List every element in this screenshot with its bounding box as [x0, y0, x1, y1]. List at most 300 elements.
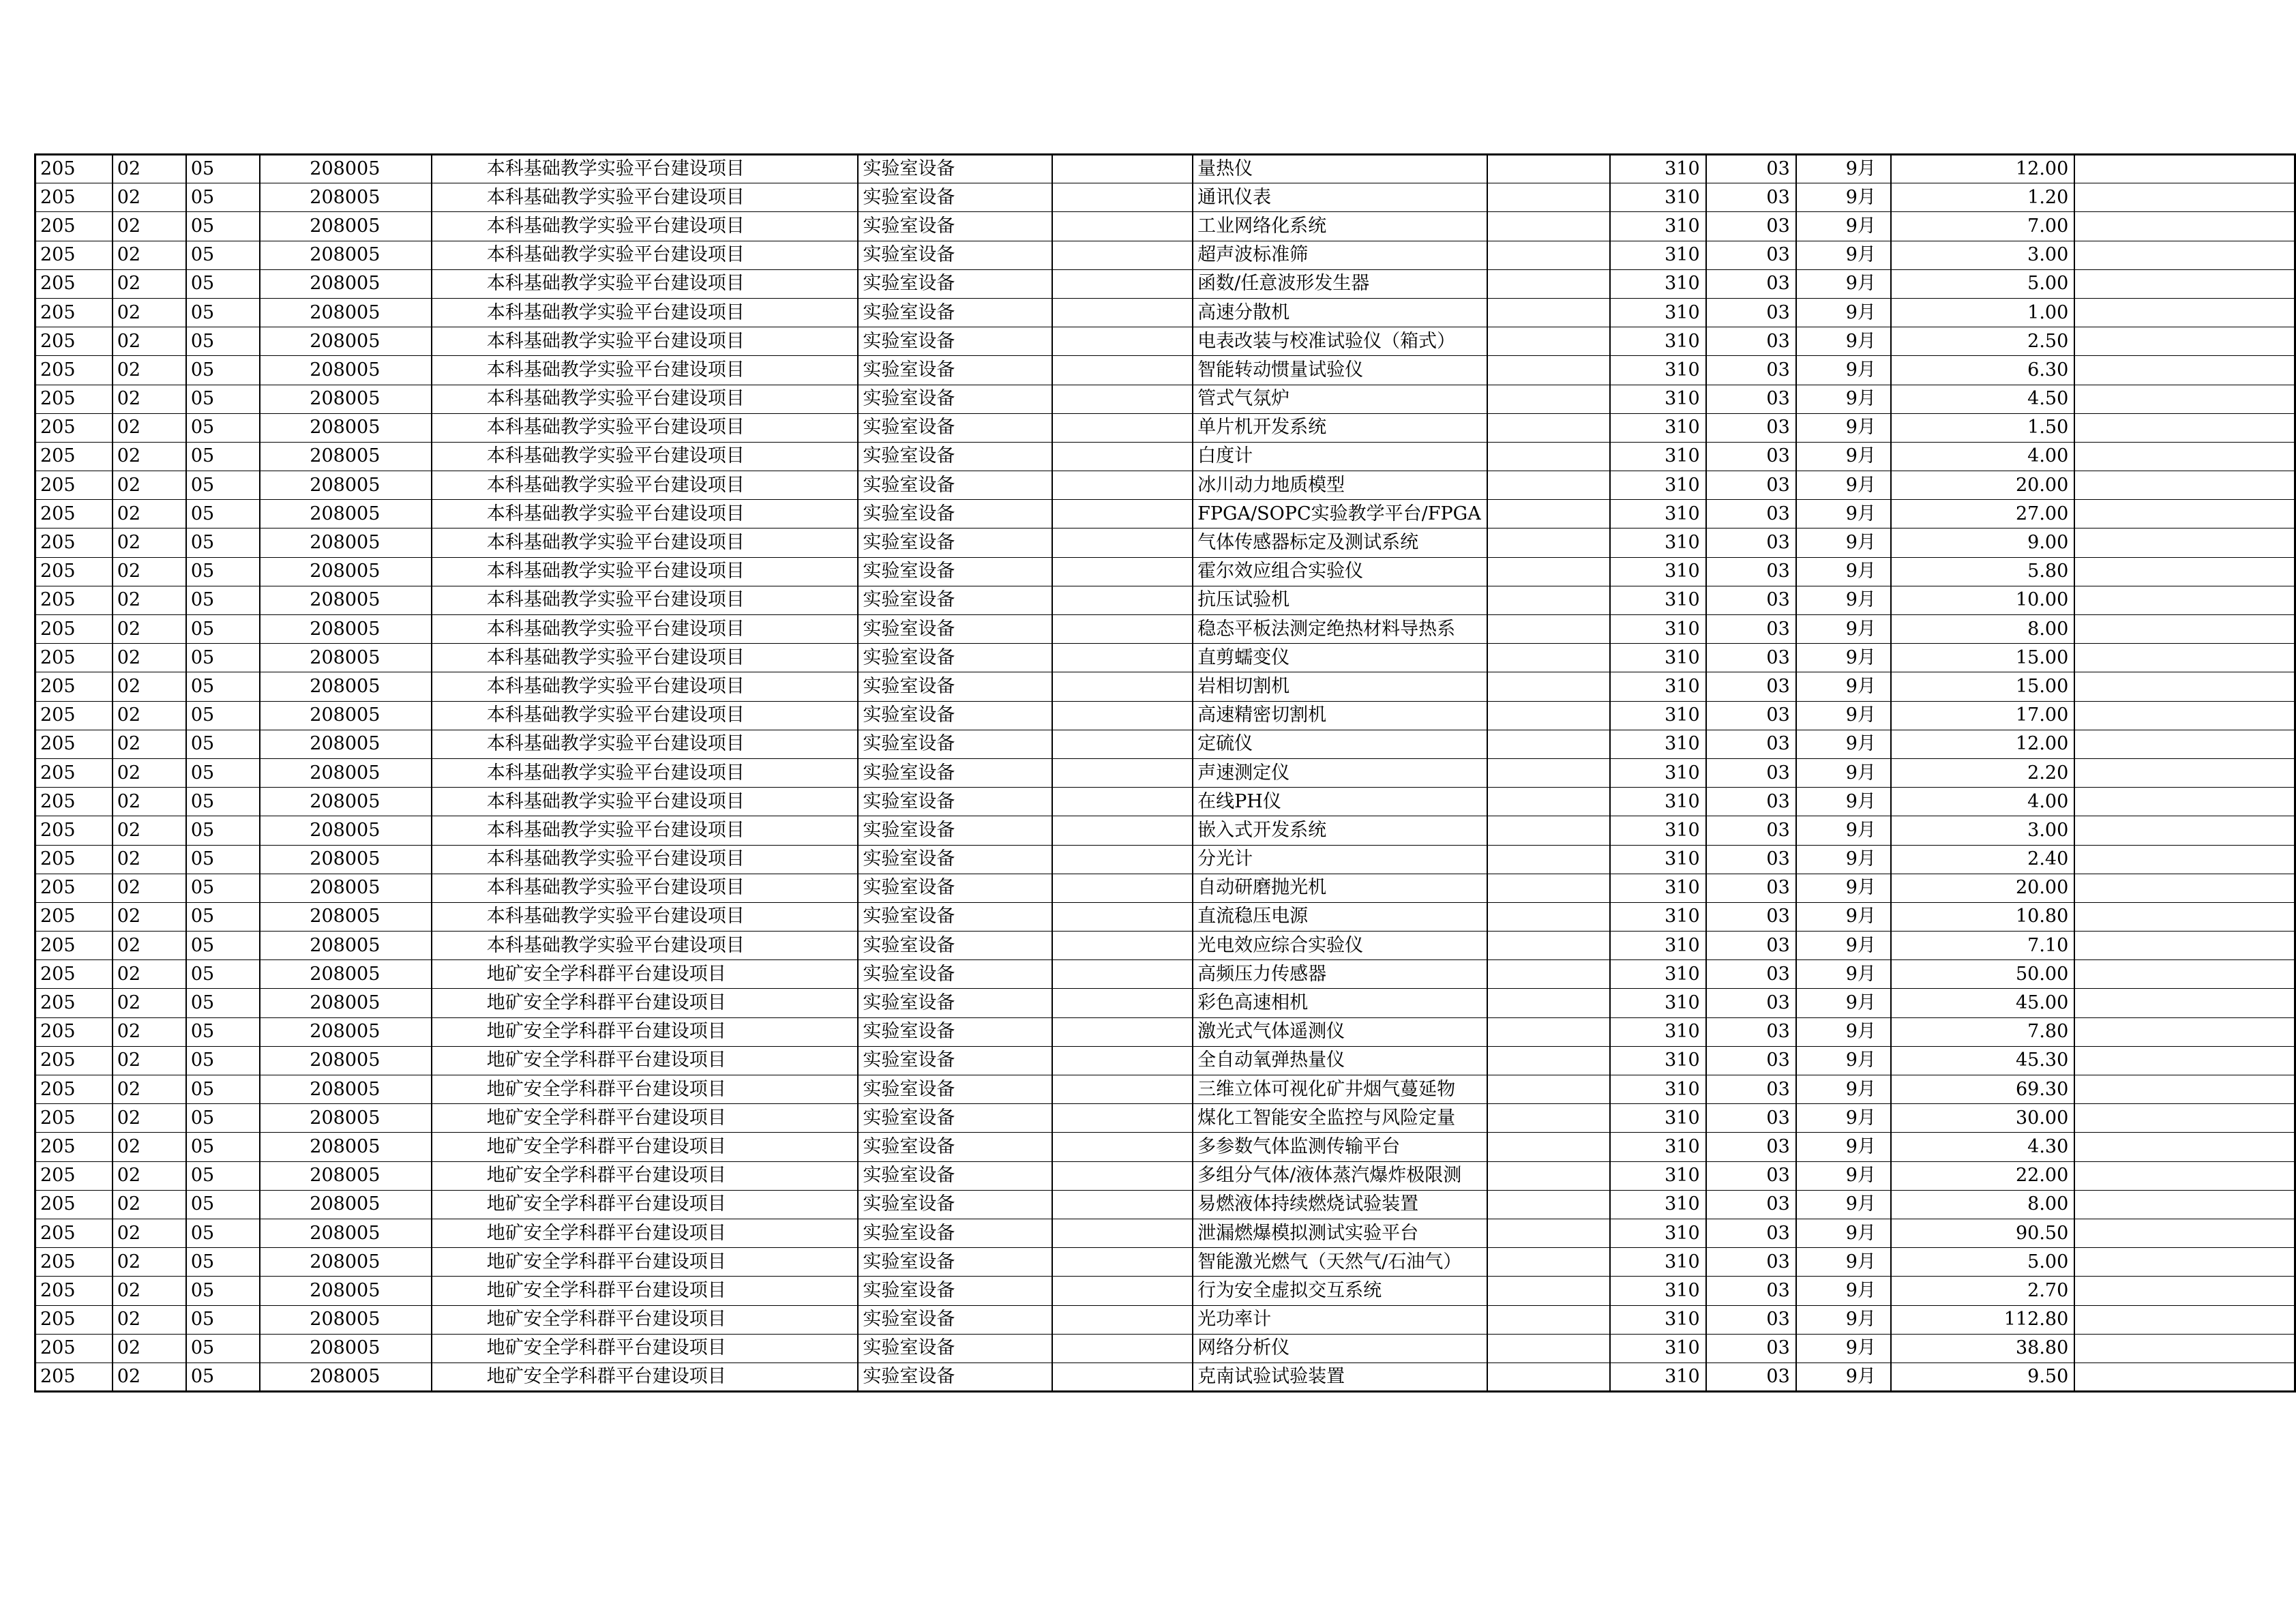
col-econ-subcode: 03 [1706, 1190, 1796, 1219]
col-equipment-name: 超声波标准筛 [1193, 241, 1487, 269]
col-subitem-code: 05 [186, 413, 260, 442]
col-category-code: 205 [35, 183, 113, 212]
col-subitem-code: 05 [186, 269, 260, 298]
col-subitem-code: 05 [186, 1046, 260, 1075]
col-equipment-name: 稳态平板法测定绝热材料导热系 [1193, 615, 1487, 644]
col-subitem-code: 05 [186, 298, 260, 327]
col-function-code: 208005 [260, 932, 432, 960]
col-function-code: 208005 [260, 327, 432, 356]
col-econ-subcode: 03 [1706, 442, 1796, 471]
col-project-name: 本科基础教学实验平台建设项目 [432, 298, 859, 327]
col-subitem-code: 05 [186, 1190, 260, 1219]
col-econ-subcode: 03 [1706, 1161, 1796, 1190]
col-blank-2 [1487, 1363, 1610, 1391]
col-blank-3 [2074, 500, 2295, 528]
col-blank-1 [1052, 1305, 1193, 1334]
col-month: 9月 [1796, 356, 1891, 385]
col-category-code: 205 [35, 816, 113, 845]
col-project-name: 本科基础教学实验平台建设项目 [432, 500, 859, 528]
col-function-code: 208005 [260, 1190, 432, 1219]
col-month: 9月 [1796, 212, 1891, 241]
col-amount: 10.00 [1891, 586, 2075, 614]
col-blank-1 [1052, 932, 1193, 960]
col-blank-1 [1052, 1161, 1193, 1190]
col-econ-subcode: 03 [1706, 241, 1796, 269]
col-project-name: 地矿安全学科群平台建设项目 [432, 1248, 859, 1277]
col-blank-1 [1052, 557, 1193, 586]
col-month: 9月 [1796, 586, 1891, 614]
col-subitem-code: 05 [186, 471, 260, 500]
col-blank-2 [1487, 644, 1610, 672]
col-econ-code: 310 [1610, 241, 1706, 269]
col-item-code: 02 [113, 1046, 186, 1075]
col-category-code: 205 [35, 1305, 113, 1334]
col-item-code: 02 [113, 241, 186, 269]
col-project-name: 本科基础教学实验平台建设项目 [432, 212, 859, 241]
col-subitem-code: 05 [186, 356, 260, 385]
col-equipment-name: 克南试验试验装置 [1193, 1363, 1487, 1391]
col-project-name: 本科基础教学实验平台建设项目 [432, 932, 859, 960]
col-amount: 3.00 [1891, 241, 2075, 269]
col-blank-3 [2074, 471, 2295, 500]
col-function-code: 208005 [260, 644, 432, 672]
col-econ-subcode: 03 [1706, 1277, 1796, 1305]
col-equipment-name: 气体传感器标定及测试系统 [1193, 528, 1487, 557]
col-blank-3 [2074, 1248, 2295, 1277]
col-item-code: 02 [113, 816, 186, 845]
col-item-code: 02 [113, 989, 186, 1017]
col-project-name: 地矿安全学科群平台建设项目 [432, 989, 859, 1017]
col-item-code: 02 [113, 442, 186, 471]
col-econ-code: 310 [1610, 385, 1706, 413]
col-econ-subcode: 03 [1706, 1017, 1796, 1046]
col-category-code: 205 [35, 1277, 113, 1305]
col-project-name: 本科基础教学实验平台建设项目 [432, 672, 859, 701]
col-project-name: 本科基础教学实验平台建设项目 [432, 442, 859, 471]
col-blank-2 [1487, 442, 1610, 471]
col-expense-type: 实验室设备 [858, 1277, 1052, 1305]
table-row [35, 1363, 2295, 1391]
col-blank-2 [1487, 989, 1610, 1017]
col-subitem-code: 05 [186, 672, 260, 701]
col-expense-type: 实验室设备 [858, 413, 1052, 442]
col-blank-2 [1487, 155, 1610, 183]
col-project-name: 本科基础教学实验平台建设项目 [432, 413, 859, 442]
col-category-code: 205 [35, 1046, 113, 1075]
col-blank-1 [1052, 845, 1193, 874]
col-subitem-code: 05 [186, 845, 260, 874]
col-econ-code: 310 [1610, 902, 1706, 931]
col-category-code: 205 [35, 298, 113, 327]
col-expense-type: 实验室设备 [858, 155, 1052, 183]
col-amount: 9.50 [1891, 1363, 2075, 1391]
col-project-name: 地矿安全学科群平台建设项目 [432, 1075, 859, 1104]
col-blank-3 [2074, 1219, 2295, 1247]
col-amount: 20.00 [1891, 471, 2075, 500]
col-subitem-code: 05 [186, 500, 260, 528]
col-month: 9月 [1796, 471, 1891, 500]
col-function-code: 208005 [260, 1017, 432, 1046]
col-category-code: 205 [35, 758, 113, 787]
col-subitem-code: 05 [186, 1248, 260, 1277]
col-blank-3 [2074, 1133, 2295, 1161]
col-item-code: 02 [113, 758, 186, 787]
col-blank-1 [1052, 615, 1193, 644]
col-equipment-name: 在线PH仪 [1193, 788, 1487, 816]
budget-table [34, 153, 2296, 1393]
col-project-name: 地矿安全学科群平台建设项目 [432, 1017, 859, 1046]
col-blank-3 [2074, 1161, 2295, 1190]
col-subitem-code: 05 [186, 1133, 260, 1161]
col-blank-1 [1052, 471, 1193, 500]
col-amount: 15.00 [1891, 644, 2075, 672]
col-blank-1 [1052, 528, 1193, 557]
col-amount: 12.00 [1891, 155, 2075, 183]
col-item-code: 02 [113, 1334, 186, 1363]
col-category-code: 205 [35, 356, 113, 385]
col-item-code: 02 [113, 845, 186, 874]
col-blank-3 [2074, 356, 2295, 385]
col-expense-type: 实验室设备 [858, 1133, 1052, 1161]
table-row [35, 672, 2295, 701]
col-blank-2 [1487, 1190, 1610, 1219]
col-subitem-code: 05 [186, 1305, 260, 1334]
col-blank-3 [2074, 442, 2295, 471]
table-row [35, 356, 2295, 385]
col-econ-code: 310 [1610, 442, 1706, 471]
col-item-code: 02 [113, 1161, 186, 1190]
col-blank-2 [1487, 586, 1610, 614]
col-blank-2 [1487, 1104, 1610, 1133]
col-month: 9月 [1796, 701, 1891, 730]
col-blank-2 [1487, 902, 1610, 931]
col-expense-type: 实验室设备 [858, 1161, 1052, 1190]
col-expense-type: 实验室设备 [858, 1305, 1052, 1334]
col-expense-type: 实验室设备 [858, 1046, 1052, 1075]
table-body [35, 155, 2295, 1392]
col-month: 9月 [1796, 1017, 1891, 1046]
col-function-code: 208005 [260, 269, 432, 298]
col-blank-2 [1487, 672, 1610, 701]
col-category-code: 205 [35, 1017, 113, 1046]
col-project-name: 本科基础教学实验平台建设项目 [432, 528, 859, 557]
col-blank-3 [2074, 989, 2295, 1017]
col-equipment-name: 管式气氛炉 [1193, 385, 1487, 413]
col-expense-type: 实验室设备 [858, 932, 1052, 960]
col-amount: 1.50 [1891, 413, 2075, 442]
col-function-code: 208005 [260, 442, 432, 471]
col-amount: 5.00 [1891, 1248, 2075, 1277]
col-blank-2 [1487, 385, 1610, 413]
col-blank-1 [1052, 902, 1193, 931]
col-econ-code: 310 [1610, 528, 1706, 557]
col-blank-1 [1052, 701, 1193, 730]
col-blank-1 [1052, 1334, 1193, 1363]
col-blank-2 [1487, 1075, 1610, 1104]
col-econ-code: 310 [1610, 327, 1706, 356]
table-row [35, 442, 2295, 471]
col-blank-3 [2074, 413, 2295, 442]
col-item-code: 02 [113, 471, 186, 500]
col-expense-type: 实验室设备 [858, 758, 1052, 787]
col-econ-code: 310 [1610, 1190, 1706, 1219]
col-category-code: 205 [35, 902, 113, 931]
col-blank-1 [1052, 758, 1193, 787]
col-blank-1 [1052, 1219, 1193, 1247]
col-category-code: 205 [35, 615, 113, 644]
col-expense-type: 实验室设备 [858, 442, 1052, 471]
col-month: 9月 [1796, 155, 1891, 183]
col-blank-2 [1487, 1046, 1610, 1075]
col-month: 9月 [1796, 902, 1891, 931]
col-blank-3 [2074, 327, 2295, 356]
col-econ-code: 310 [1610, 730, 1706, 758]
col-amount: 2.70 [1891, 1277, 2075, 1305]
col-equipment-name: 单片机开发系统 [1193, 413, 1487, 442]
col-econ-subcode: 03 [1706, 845, 1796, 874]
col-expense-type: 实验室设备 [858, 298, 1052, 327]
col-item-code: 02 [113, 615, 186, 644]
col-function-code: 208005 [260, 385, 432, 413]
col-equipment-name: 高频压力传感器 [1193, 960, 1487, 989]
col-expense-type: 实验室设备 [858, 183, 1052, 212]
col-econ-code: 310 [1610, 1248, 1706, 1277]
col-blank-1 [1052, 1363, 1193, 1391]
col-equipment-name: 智能转动惯量试验仪 [1193, 356, 1487, 385]
col-equipment-name: 网络分析仪 [1193, 1334, 1487, 1363]
col-expense-type: 实验室设备 [858, 816, 1052, 845]
col-econ-code: 310 [1610, 1046, 1706, 1075]
col-blank-3 [2074, 1305, 2295, 1334]
col-subitem-code: 05 [186, 758, 260, 787]
col-blank-3 [2074, 644, 2295, 672]
table-row [35, 989, 2295, 1017]
col-category-code: 205 [35, 1133, 113, 1161]
col-econ-code: 310 [1610, 212, 1706, 241]
col-econ-subcode: 03 [1706, 183, 1796, 212]
col-blank-2 [1487, 183, 1610, 212]
col-expense-type: 实验室设备 [858, 1219, 1052, 1247]
col-econ-subcode: 03 [1706, 1104, 1796, 1133]
table-row [35, 1104, 2295, 1133]
col-blank-2 [1487, 874, 1610, 902]
col-function-code: 208005 [260, 183, 432, 212]
col-function-code: 208005 [260, 874, 432, 902]
col-blank-1 [1052, 816, 1193, 845]
col-expense-type: 实验室设备 [858, 701, 1052, 730]
col-item-code: 02 [113, 298, 186, 327]
col-amount: 3.00 [1891, 816, 2075, 845]
col-equipment-name: 量热仪 [1193, 155, 1487, 183]
col-subitem-code: 05 [186, 615, 260, 644]
table-row [35, 298, 2295, 327]
col-category-code: 205 [35, 241, 113, 269]
col-blank-3 [2074, 932, 2295, 960]
col-blank-1 [1052, 960, 1193, 989]
col-econ-subcode: 03 [1706, 1046, 1796, 1075]
col-subitem-code: 05 [186, 1334, 260, 1363]
col-blank-1 [1052, 212, 1193, 241]
col-blank-1 [1052, 442, 1193, 471]
col-subitem-code: 05 [186, 586, 260, 614]
col-blank-3 [2074, 1190, 2295, 1219]
col-category-code: 205 [35, 327, 113, 356]
col-econ-code: 310 [1610, 701, 1706, 730]
col-econ-code: 310 [1610, 1161, 1706, 1190]
col-function-code: 208005 [260, 356, 432, 385]
col-month: 9月 [1796, 1277, 1891, 1305]
col-function-code: 208005 [260, 1363, 432, 1391]
col-expense-type: 实验室设备 [858, 528, 1052, 557]
col-subitem-code: 05 [186, 1363, 260, 1391]
col-econ-code: 310 [1610, 500, 1706, 528]
col-equipment-name: 智能激光燃气（天然气/石油气） [1193, 1248, 1487, 1277]
table-row [35, 557, 2295, 586]
col-amount: 8.00 [1891, 1190, 2075, 1219]
col-subitem-code: 05 [186, 730, 260, 758]
col-function-code: 208005 [260, 500, 432, 528]
table-row [35, 644, 2295, 672]
col-subitem-code: 05 [186, 1161, 260, 1190]
col-amount: 6.30 [1891, 356, 2075, 385]
col-blank-3 [2074, 615, 2295, 644]
col-subitem-code: 05 [186, 1017, 260, 1046]
table-row [35, 1305, 2295, 1334]
col-function-code: 208005 [260, 701, 432, 730]
col-econ-subcode: 03 [1706, 557, 1796, 586]
col-econ-subcode: 03 [1706, 1305, 1796, 1334]
col-function-code: 208005 [260, 1104, 432, 1133]
col-equipment-name: 光功率计 [1193, 1305, 1487, 1334]
col-equipment-name: 直剪蠕变仪 [1193, 644, 1487, 672]
col-econ-subcode: 03 [1706, 730, 1796, 758]
col-expense-type: 实验室设备 [858, 500, 1052, 528]
col-subitem-code: 05 [186, 557, 260, 586]
col-econ-code: 310 [1610, 1133, 1706, 1161]
col-blank-3 [2074, 1363, 2295, 1391]
col-function-code: 208005 [260, 1277, 432, 1305]
col-function-code: 208005 [260, 1161, 432, 1190]
col-item-code: 02 [113, 356, 186, 385]
col-category-code: 205 [35, 471, 113, 500]
col-month: 9月 [1796, 442, 1891, 471]
col-blank-3 [2074, 730, 2295, 758]
col-econ-subcode: 03 [1706, 413, 1796, 442]
col-month: 9月 [1796, 758, 1891, 787]
col-category-code: 205 [35, 960, 113, 989]
col-subitem-code: 05 [186, 1104, 260, 1133]
col-category-code: 205 [35, 989, 113, 1017]
col-expense-type: 实验室设备 [858, 471, 1052, 500]
col-month: 9月 [1796, 385, 1891, 413]
table-row [35, 1190, 2295, 1219]
col-econ-subcode: 03 [1706, 1334, 1796, 1363]
col-project-name: 本科基础教学实验平台建设项目 [432, 385, 859, 413]
col-blank-1 [1052, 155, 1193, 183]
col-equipment-name: 通讯仪表 [1193, 183, 1487, 212]
col-month: 9月 [1796, 960, 1891, 989]
col-project-name: 地矿安全学科群平台建设项目 [432, 1104, 859, 1133]
col-blank-2 [1487, 1305, 1610, 1334]
col-equipment-name: 抗压试验机 [1193, 586, 1487, 614]
col-econ-subcode: 03 [1706, 788, 1796, 816]
col-econ-subcode: 03 [1706, 385, 1796, 413]
col-category-code: 205 [35, 528, 113, 557]
table-row [35, 1248, 2295, 1277]
col-subitem-code: 05 [186, 442, 260, 471]
col-function-code: 208005 [260, 298, 432, 327]
table-row [35, 816, 2295, 845]
col-category-code: 205 [35, 557, 113, 586]
col-econ-code: 310 [1610, 644, 1706, 672]
col-subitem-code: 05 [186, 183, 260, 212]
col-category-code: 205 [35, 1363, 113, 1391]
col-blank-1 [1052, 1046, 1193, 1075]
col-function-code: 208005 [260, 1248, 432, 1277]
col-subitem-code: 05 [186, 932, 260, 960]
col-blank-3 [2074, 1046, 2295, 1075]
col-blank-3 [2074, 1075, 2295, 1104]
col-category-code: 205 [35, 845, 113, 874]
col-item-code: 02 [113, 932, 186, 960]
col-month: 9月 [1796, 1075, 1891, 1104]
col-subitem-code: 05 [186, 385, 260, 413]
col-item-code: 02 [113, 1075, 186, 1104]
col-blank-1 [1052, 1017, 1193, 1046]
table-row [35, 758, 2295, 787]
col-item-code: 02 [113, 874, 186, 902]
col-econ-subcode: 03 [1706, 1219, 1796, 1247]
col-blank-3 [2074, 788, 2295, 816]
col-blank-3 [2074, 1104, 2295, 1133]
col-equipment-name: 冰川动力地质模型 [1193, 471, 1487, 500]
col-item-code: 02 [113, 557, 186, 586]
col-subitem-code: 05 [186, 1277, 260, 1305]
col-function-code: 208005 [260, 989, 432, 1017]
col-subitem-code: 05 [186, 528, 260, 557]
col-blank-2 [1487, 1334, 1610, 1363]
col-equipment-name: 高速分散机 [1193, 298, 1487, 327]
col-amount: 112.80 [1891, 1305, 2075, 1334]
col-month: 9月 [1796, 269, 1891, 298]
col-blank-2 [1487, 960, 1610, 989]
col-item-code: 02 [113, 672, 186, 701]
col-project-name: 本科基础教学实验平台建设项目 [432, 758, 859, 787]
col-category-code: 205 [35, 269, 113, 298]
col-blank-1 [1052, 1104, 1193, 1133]
col-econ-subcode: 03 [1706, 874, 1796, 902]
col-subitem-code: 05 [186, 155, 260, 183]
col-amount: 5.80 [1891, 557, 2075, 586]
col-equipment-name: FPGA/SOPC实验教学平台/FPGA [1193, 500, 1487, 528]
table-row [35, 1017, 2295, 1046]
table-row [35, 701, 2295, 730]
col-item-code: 02 [113, 1017, 186, 1046]
col-expense-type: 实验室设备 [858, 615, 1052, 644]
col-month: 9月 [1796, 528, 1891, 557]
col-blank-2 [1487, 1277, 1610, 1305]
col-project-name: 地矿安全学科群平台建设项目 [432, 1190, 859, 1219]
col-function-code: 208005 [260, 1046, 432, 1075]
col-expense-type: 实验室设备 [858, 1190, 1052, 1219]
col-function-code: 208005 [260, 413, 432, 442]
col-blank-1 [1052, 586, 1193, 614]
col-econ-code: 310 [1610, 816, 1706, 845]
col-econ-code: 310 [1610, 1334, 1706, 1363]
col-expense-type: 实验室设备 [858, 902, 1052, 931]
col-blank-1 [1052, 269, 1193, 298]
col-project-name: 本科基础教学实验平台建设项目 [432, 269, 859, 298]
